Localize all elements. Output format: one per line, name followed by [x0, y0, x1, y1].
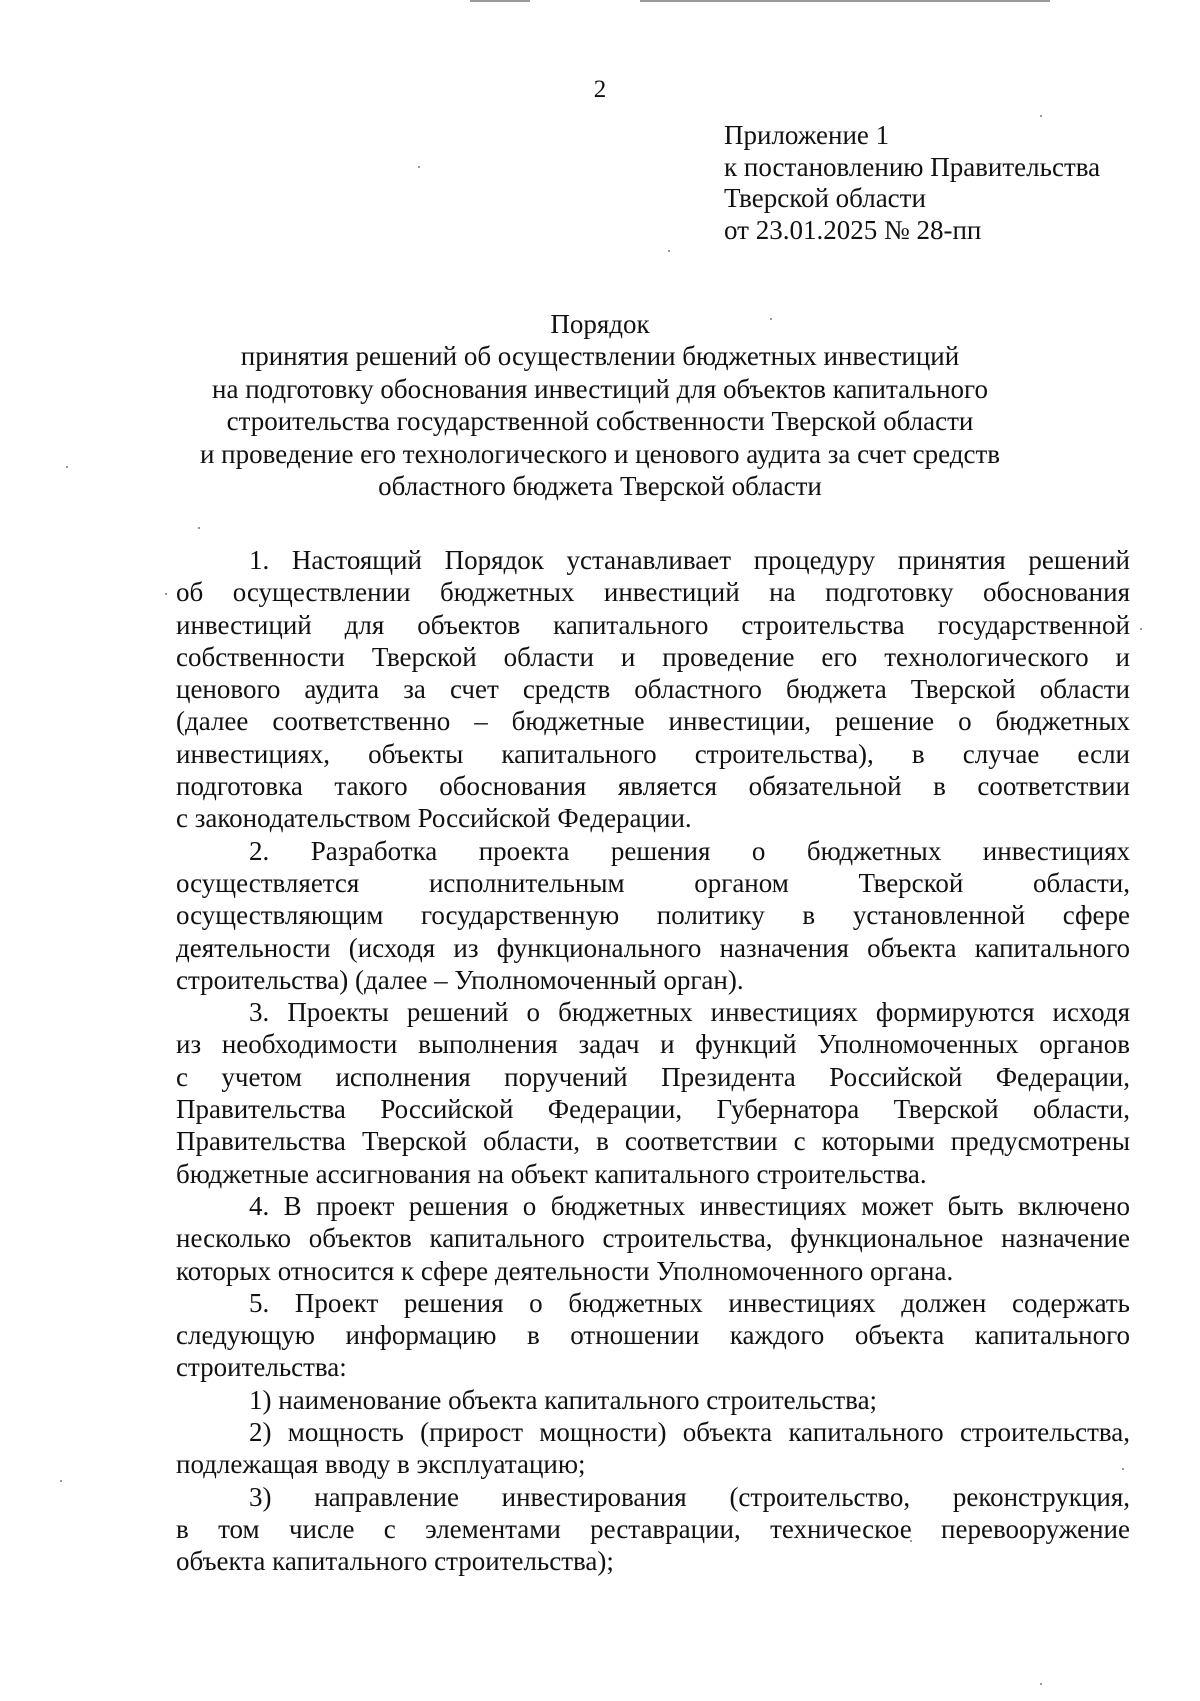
paragraph-5-line: следующую информацию в отношении каждого объекта капитального — [176, 1320, 1130, 1351]
paragraph-1-line: (далее соответственно – бюджетные инвестиции, решение о бюджетных — [176, 706, 1130, 737]
appendix-line: Приложение 1 — [724, 120, 890, 150]
paragraph-3-line: Правительства Тверской области, в соответствии с которыми предусмотрены — [176, 1126, 1130, 1157]
title-line: на подготовку обоснования инвестиций для объектов капитального — [212, 373, 988, 404]
appendix-line: от 23.01.2025 № 28-пп — [724, 215, 982, 246]
scan-mark — [640, 0, 1050, 2]
scan-speck — [165, 593, 167, 595]
paragraph-1-line: инвестициях, объекты капитального строительства), в случае если — [176, 738, 1130, 769]
appendix-line: к постановлению Правительства — [724, 151, 1101, 182]
paragraph-4-line: которых относится к сфере деятельности Уполномоченного органа. — [176, 1255, 954, 1286]
scan-speck — [668, 250, 670, 252]
paragraph-2-line: 2. Разработка проекта решения о бюджетных инвестициях — [249, 835, 1130, 866]
paragraph-2-line: осуществляется исполнительным органом Тверской области, — [176, 867, 1130, 898]
scan-speck — [418, 166, 420, 168]
document-body — [176, 544, 1130, 1578]
paragraph-2-line: осуществляющим государственную политику в установленной сфере — [176, 900, 1130, 931]
list-item-3-line: 3) направление инвестирования (строительство, реконструкция, — [249, 1481, 1130, 1512]
paragraph-1-line: собственности Тверской области и проведение его технологического и — [176, 641, 1130, 672]
paragraph-1-line: подготовка такого обоснования является обязательной в соответствии — [176, 771, 1130, 802]
title-line: областного бюджета Тверской области — [378, 470, 822, 501]
list-item-2-line: 2) мощность (прирост мощности) объекта капитального строительства, — [249, 1417, 1130, 1448]
paragraph-2-line: строительства) (далее – Уполномоченный орган). — [176, 964, 744, 995]
paragraph-1-line: с законодательством Российской Федерации. — [176, 803, 692, 834]
paragraph-3-line: 3. Проекты решений о бюджетных инвестициях формируются исходя — [249, 997, 1130, 1028]
scan-speck — [198, 527, 200, 529]
paragraph-3-line: с учетом исполнения поручений Президента Российской Федерации, — [176, 1061, 1130, 1092]
scan-mark — [470, 0, 530, 2]
document-title — [0, 308, 1200, 502]
paragraph-4-line: несколько объектов капитального строительства, функциональное назначение — [176, 1223, 1130, 1254]
paragraph-5-line: 5. Проект решения о бюджетных инвестициях должен содержать — [249, 1287, 1130, 1318]
appendix-header — [724, 120, 1100, 247]
scan-speck — [1040, 1683, 1042, 1685]
list-item-1-line: 1) наименование объекта капитального строительства; — [249, 1384, 878, 1415]
paragraph-3-line: Правительства Российской Федерации, Губернатора Тверской области, — [176, 1094, 1130, 1125]
title-line: строительства государственной собственности Тверской области — [226, 406, 974, 437]
list-item-3-line: объекта капитального строительства); — [176, 1546, 614, 1577]
title-line: Порядок — [550, 309, 650, 339]
paragraph-1-line: ценового аудита за счет средств областного бюджета Тверской области — [176, 674, 1130, 705]
paragraph-1-line: инвестиций для объектов капитального строительства государственной — [176, 609, 1130, 640]
scan-speck — [60, 1480, 62, 1482]
title-line: принятия решений об осуществлении бюджетных инвестиций — [240, 341, 960, 372]
list-item-2-line: подлежащая вводу в эксплуатацию; — [176, 1449, 586, 1480]
paragraph-1-line: 1. Настоящий Порядок устанавливает процедуру принятия решений — [249, 545, 1130, 575]
page-number: 2 — [593, 76, 607, 103]
title-line: и проведение его технологического и ценового аудита за счет средств — [199, 438, 1001, 469]
list-item-3-line: в том числе с элементами реставрации, техническое перевооружение — [176, 1513, 1130, 1544]
paragraph-4-line: 4. В проект решения о бюджетных инвестициях может быть включено — [249, 1190, 1130, 1221]
paragraph-1-line: об осуществлении бюджетных инвестиций на подготовку обоснования — [176, 577, 1130, 608]
paragraph-3-line: из необходимости выполнения задач и функций Уполномоченных органов — [176, 1029, 1130, 1060]
paragraph-5-line: строительства: — [176, 1352, 347, 1383]
scan-speck — [1140, 628, 1142, 630]
paragraph-3-line: бюджетные ассигнования на объект капитального строительства. — [176, 1158, 927, 1189]
paragraph-2-line: деятельности (исходя из функционального назначения объекта капитального — [176, 932, 1130, 963]
appendix-line: Тверской области — [724, 183, 926, 214]
scan-speck — [1040, 115, 1042, 117]
